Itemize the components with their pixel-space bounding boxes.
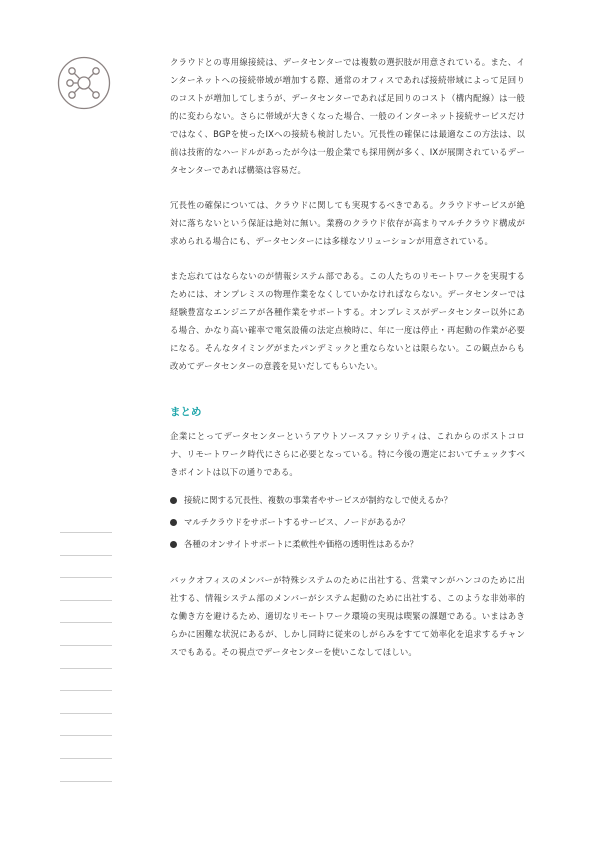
- bullet-dot: [170, 541, 177, 548]
- rule-line: [60, 600, 112, 601]
- rule-line: [60, 781, 112, 782]
- bullet-dot: [170, 519, 177, 526]
- rule-line: [60, 555, 112, 556]
- list-item-text: 各種のオンサイトサポートに柔軟性や価格の透明性はあるか？: [184, 539, 418, 549]
- decorative-rules: [60, 532, 112, 803]
- rule-line: [60, 668, 112, 669]
- paragraph: 冗長性の確保については、クラウドに関しても実現するべきである。クラウドサービスが絶対に落ちないという保証は絶対に無い。業務のクラウド依存が高まりマルチクラウド構成が求められる場合にも、データセンターには多様なソリューションが用意されている。: [170, 200, 525, 246]
- rule-line: [60, 690, 112, 691]
- rule-line: [60, 577, 112, 578]
- list-item: [170, 489, 525, 511]
- summary-intro: 企業にとってデータセンターというアウトソースファシリティは、これからのポストコロナ、リモートワーク時代にさらに必要となっている。特に今後の選定においてチェックすべきポイントは以下の通りである。: [170, 431, 525, 477]
- list-item: [170, 533, 525, 555]
- summary-closing: バックオフィスのメンバーが特殊システムのために出社する、営業マンがハンコのために出社する、情報システム部のメンバーがシステム起動のために出社する、このような非効率的な働き方を避けるため、適切なリモートワーク環境の実現は喫緊の課題である。いまはあきらかに困難な状況にあるが、しかし同時に従来のしがらみをすてて効率化を追求するチャンスでもある。その視点でデータセンターを使いこなしてほしい。: [170, 575, 525, 657]
- bullet-dot: [170, 497, 177, 504]
- rule-line: [60, 758, 112, 759]
- paragraph: クラウドとの専用線接続は、データセンターでは複数の選択肢が用意されている。また、インターネットへの接続帯域が増加する際、通常のオフィスであれば接続帯域によって足回りのコストが増加してしまうが、データセンターであれば足回りのコスト（構内配線）は一般的に変わらない。さらに帯域が大きくなった場合、一般のインターネット接続サービスだけではなく、BGPを使ったIXへの接続も検討したい。冗長性の確保には最適なこの方法は、以前は技術的なハードルがあったが今は一般企業でも採用例が多く、IXが展開されているデータセンターであれば構築は容易だ。: [170, 57, 525, 175]
- list-item-text: マルチクラウドをサポートするサービス、ノードがあるか？: [184, 517, 410, 527]
- paragraph: また忘れてはならないのが情報システム部である。この人たちのリモートワークを実現するためには、オンプレミスの物理作業をなくしていかなければならない。データセンターでは経験豊富なエンジニアが各種作業をサポートする。オンプレミスがデータセンター以外にある場合、かなり高い確率で電気設備の法定点検時に、年に一度は停止・再起動の作業が必要になる。そんなタイミングがまたパンデミックと重ならないとは限らない。この観点からも改めてデータセンターの意義を見いだしてもらいたい。: [170, 271, 525, 371]
- section-heading: まとめ: [170, 406, 202, 418]
- list-item: [170, 511, 525, 533]
- rule-line: [60, 622, 112, 623]
- network-hub-icon: [57, 56, 111, 110]
- article-body: [170, 53, 525, 678]
- rule-line: [60, 713, 112, 714]
- rule-line: [60, 735, 112, 736]
- checklist: [170, 489, 525, 555]
- list-item-text: 接続に関する冗長性、複数の事業者やサービスが制約なしで使えるか？: [184, 495, 452, 505]
- rule-line: [60, 532, 112, 533]
- rule-line: [60, 645, 112, 646]
